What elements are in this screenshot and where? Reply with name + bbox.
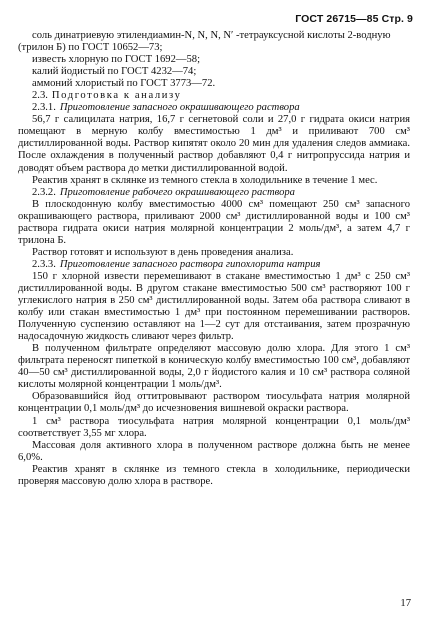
reagent-item: калий йодистый по ГОСТ 4232—74; (32, 66, 197, 78)
reagent-item: аммоний хлористый по ГОСТ 3773—72. (32, 78, 216, 90)
section-title: Подготовка к анализу (51, 90, 182, 102)
document-body (18, 30, 410, 488)
paragraph: В полученном фильтрате определяют массовую долю хлора. Для этого 1 см³ фильтрата переносят пипеткой в коническую колбу вместимостью 100 см³, добавляют 40—50 см³ дистиллированной воды, 2,0 г йодистого калия и 10 см³ раствора соляной кислоты молярной концентрации 1 моль/дм³. (18, 343, 410, 391)
subsection-number: 2.3.3. (32, 258, 56, 270)
paragraph: 150 г хлорной извести перемешивают в стакане вместимостью 1 дм³ с 250 см³ дистиллированной воды. В другом стакане вместимостью 500 см³ растворяют 100 г углекислого натрия в 250 см³ дистиллированной воды. Затем оба раствора сливают в колбу или стакан вместимостью 1 дм³ при постоянном перемешивании растворов. Полученную суспензию оставляют на 1—2 сут для отстаивания, затем прозрачную надосадочную жидкость сливают через фильтр. (18, 270, 410, 343)
page-header: ГОСТ 26715—85 Стр. 9 (295, 13, 413, 25)
paragraph: В плоскодонную колбу вместимостью 4000 см³ помещают 250 см³ запасного окрашивающего раствора, приливают 2000 см³ дистиллированной воды и 100 см³ раствора гидрата окиси натрия молярной концентрации 2 моль/дм³, а затем 4,7 г трилона Б. (18, 198, 410, 246)
subsection-title: Приготовление запасного раствора гипохлорита натрия (59, 258, 321, 270)
subsection-number: 2.3.2. (32, 186, 56, 198)
paragraph: Массовая доля активного хлора в полученном растворе должна быть не менее 6,0%. (18, 439, 410, 463)
paragraph: Реактив хранят в склянке из темного стекла в холодильнике, периодически проверяя массовую долю хлора в растворе. (18, 463, 410, 487)
reagent-list (18, 30, 410, 90)
subsection-title: Приготовление запасного окрашивающего раствора (59, 102, 300, 114)
paragraph: 56,7 г салицилата натрия, 16,7 г сегнетовой соли и 27,0 г гидрата окиси натрия помещают в мерную колбу вместимостью 1 дм³ и приливают 700 см³ дистиллированной воды. Раствор кипятят около 20 мин для удаления следов аммиака. После охлаждения в полученный раствор добавляют 0,4 г нитропруссида натрия и доводят объем раствора до метки дистиллированной водой. (18, 114, 410, 174)
section-number: 2.3. (32, 90, 48, 102)
reagent-item: соль динатриевую этилендиамин-N, N, N, N′ -тетрауксусной кислоты 2-водную (трилон Б) по ГОСТ 10652—73; (18, 30, 391, 54)
subsection-heading (18, 102, 410, 114)
subsection-number: 2.3.1. (32, 102, 56, 114)
paragraph: Реактив хранят в склянке из темного стекла в холодильнике в течение 1 мес. (32, 174, 378, 186)
subsection-title: Приготовление рабочего окрашивающего раствора (59, 186, 295, 198)
paragraph: Образовавшийся йод оттитровывают раствором тиосульфата натрия молярной концентрации 0,1 моль/дм³ до исчезновения вишневой окраски раствора. (18, 391, 410, 415)
subsection-heading (18, 259, 410, 271)
paragraph: 1 см³ раствора тиосульфата натрия молярной концентрации 0,1 моль/дм³ соответствует 3,55 мг хлора. (18, 415, 410, 439)
section-heading (18, 90, 410, 102)
page-number: 17 (400, 598, 411, 609)
reagent-item: известь хлорную по ГОСТ 1692—58; (32, 54, 201, 66)
paragraph: Раствор готовят и используют в день проведения анализа. (32, 246, 294, 258)
subsection-heading (18, 187, 410, 199)
